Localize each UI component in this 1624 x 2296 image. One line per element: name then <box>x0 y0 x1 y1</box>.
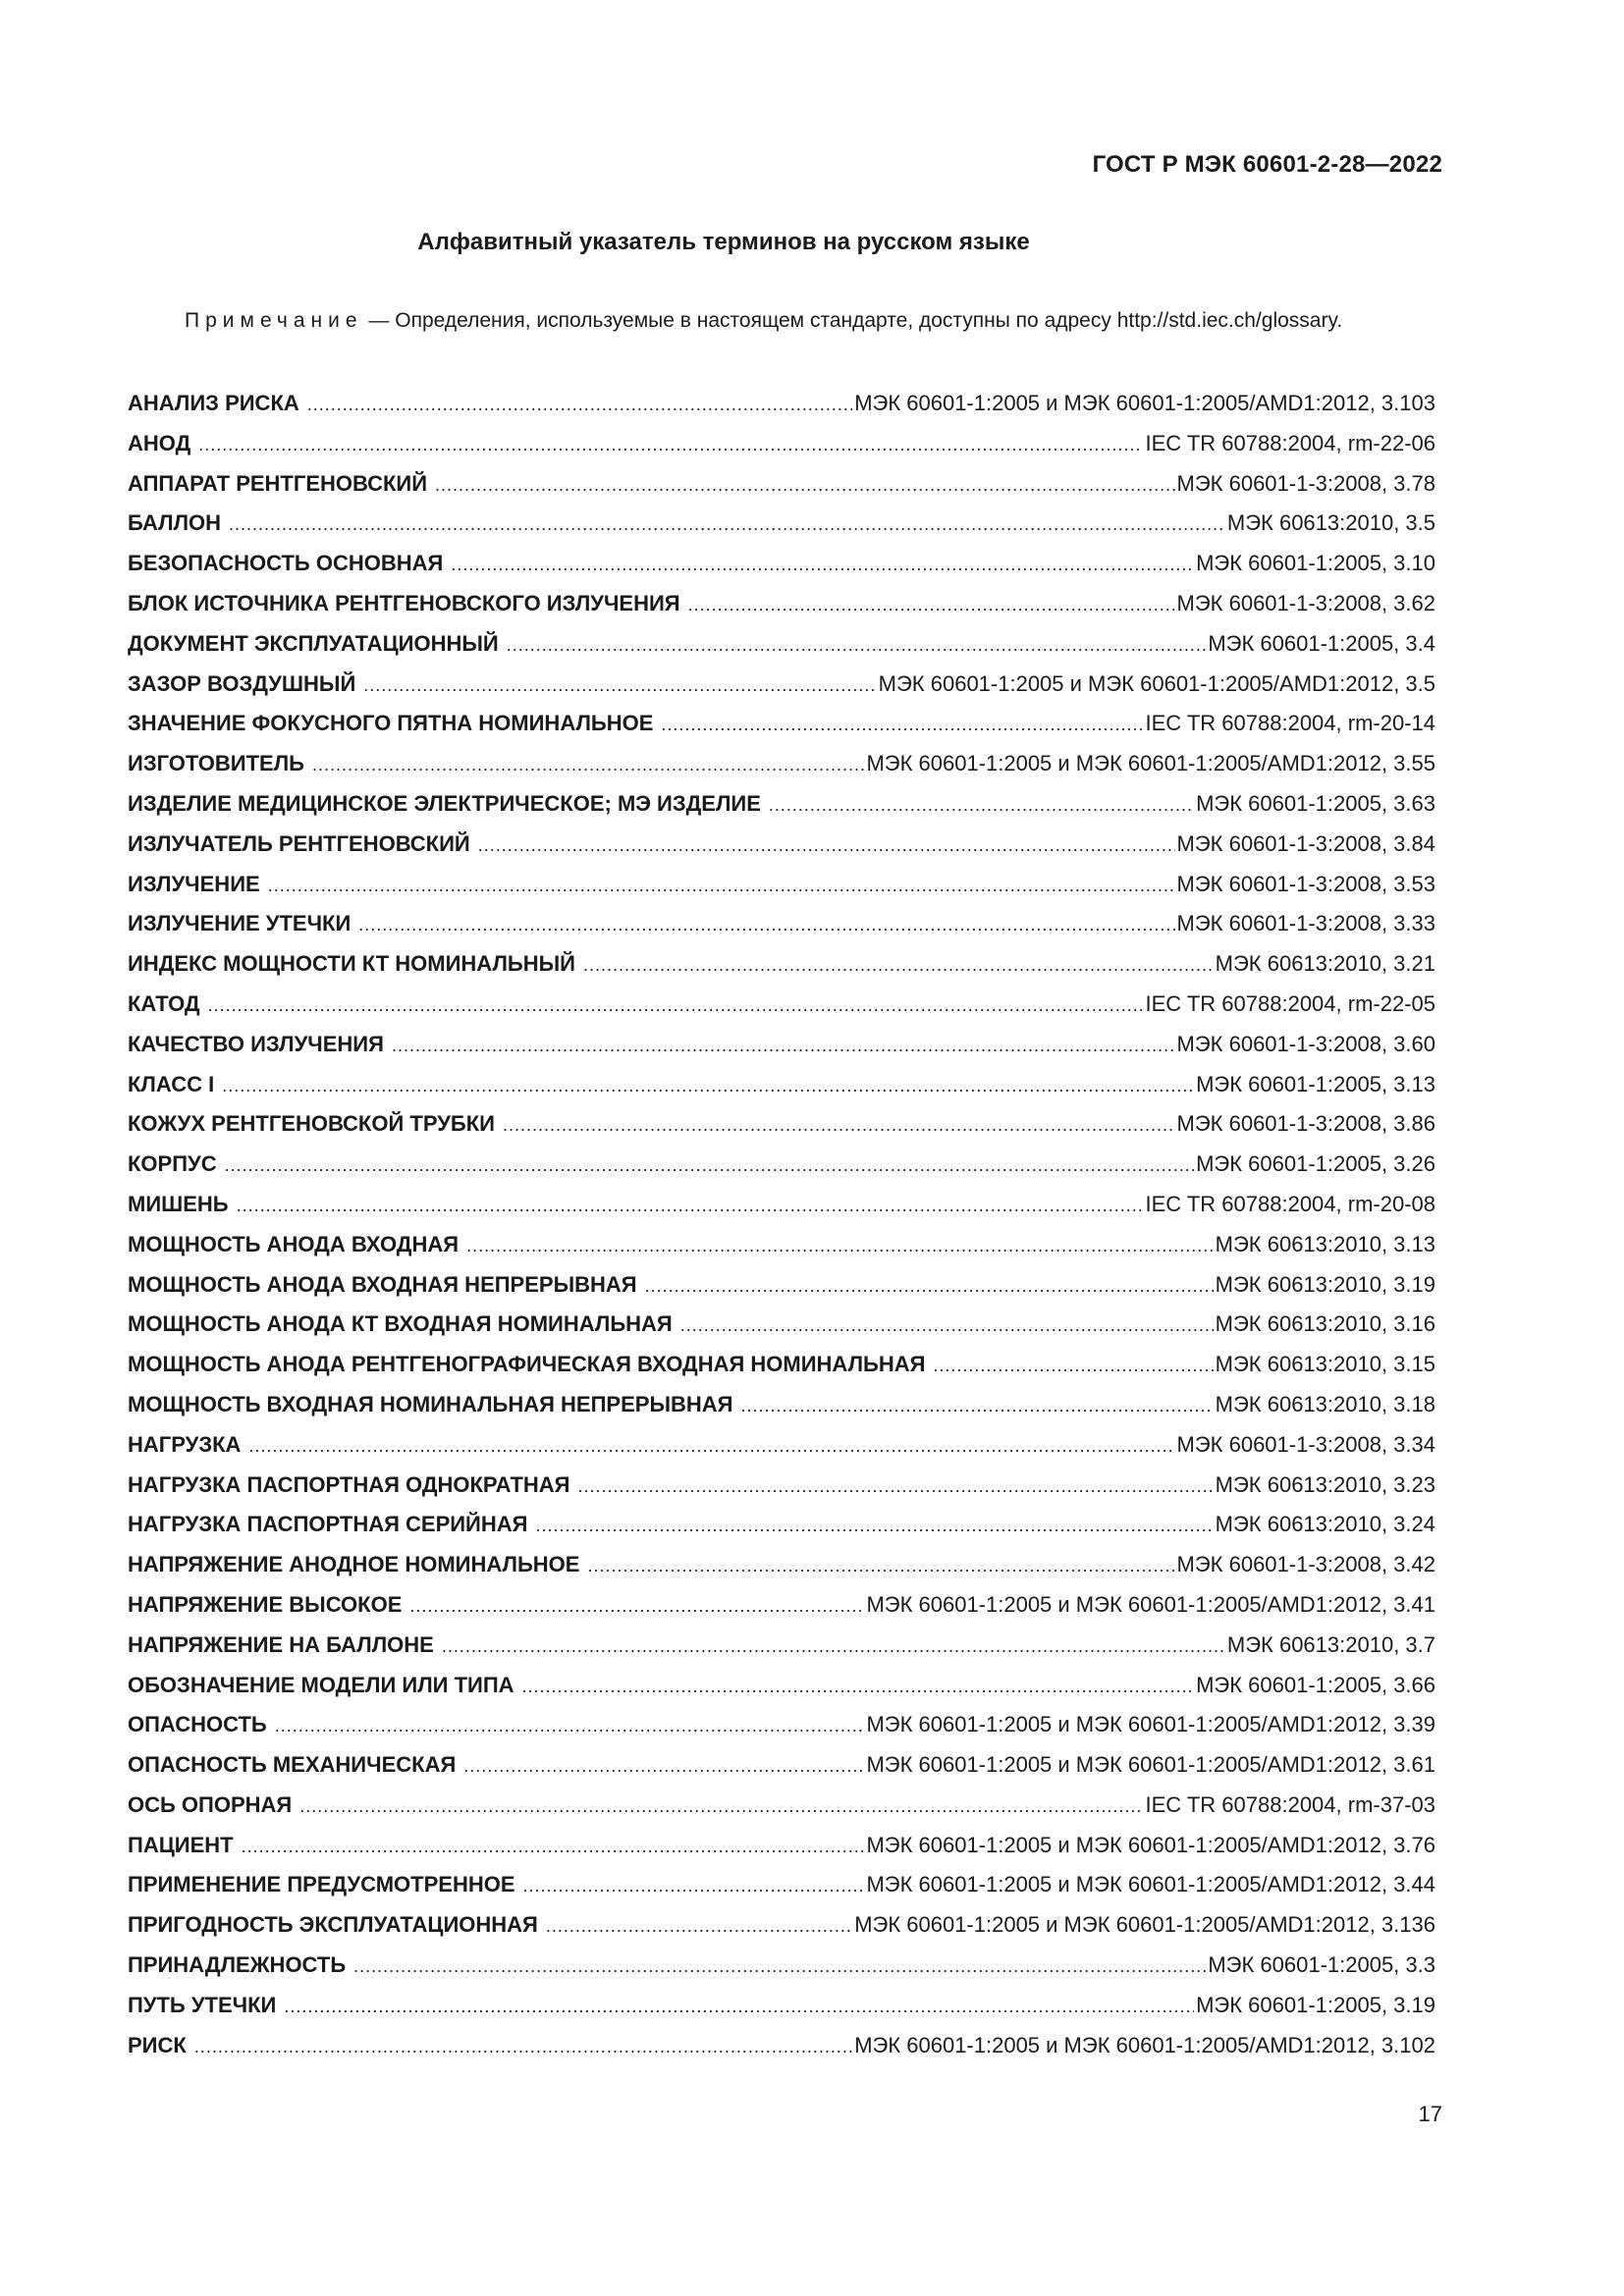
index-reference: МЭК 60613:2010, 3.19 <box>1215 1271 1435 1297</box>
index-term: ПРИНАДЛЕЖНОСТЬ <box>128 1952 347 1978</box>
index-term: МОЩНОСТЬ АНОДА ВХОДНАЯ <box>128 1231 460 1256</box>
index-term: МОЩНОСТЬ АНОДА ВХОДНАЯ НЕПРЕРЫВНАЯ <box>128 1271 637 1297</box>
index-reference: IEC TR 60788:2004, rm-22-05 <box>1145 990 1435 1016</box>
index-reference: МЭК 60601-1:2005 и МЭК 60601-1:2005/AMD1:2012, 3.39 <box>866 1712 1435 1737</box>
document-code: ГОСТ Р МЭК 60601-2-28—2022 <box>1092 151 1442 178</box>
index-reference: МЭК 60601-1:2005 и МЭК 60601-1:2005/AMD1:2012, 3.55 <box>866 751 1435 776</box>
index-reference: МЭК 60601-1:2005, 3.66 <box>1196 1672 1435 1697</box>
index-term: НАГРУЗКА <box>128 1431 242 1457</box>
index-entry <box>128 1311 1435 1352</box>
dot-leader <box>578 1476 1214 1497</box>
index-entry <box>128 551 1435 591</box>
dot-leader <box>358 915 1174 935</box>
index-reference: МЭК 60613:2010, 3.13 <box>1215 1231 1435 1256</box>
index-reference: МЭК 60601-1:2005 и МЭК 60601-1:2005/AMD1:2012, 3.102 <box>854 2032 1435 2057</box>
index-entry <box>128 2033 1435 2073</box>
index-entry <box>128 791 1435 831</box>
index-term: КОЖУХ РЕНТГЕНОВСКОЙ ТРУБКИ <box>128 1111 495 1137</box>
index-reference: МЭК 60601-1:2005 и МЭК 60601-1:2005/AMD1:2012, 3.103 <box>854 391 1435 415</box>
index-entry <box>128 991 1435 1032</box>
index-reference: МЭК 60601-1:2005, 3.26 <box>1196 1151 1435 1177</box>
index-term: ИЗГОТОВИТЕЛЬ <box>128 751 304 776</box>
index-entry <box>128 1472 1435 1513</box>
index-term: ЗАЗОР ВОЗДУШНЫЙ <box>128 670 356 696</box>
index-term: БАЛЛОН <box>128 510 222 536</box>
index-reference: МЭК 60601-1-3:2008, 3.62 <box>1176 590 1435 615</box>
index-reference: МЭК 60613:2010, 3.5 <box>1226 510 1435 536</box>
index-entry <box>128 911 1435 951</box>
index-reference: МЭК 60601-1-3:2008, 3.53 <box>1176 871 1435 896</box>
index-entry <box>128 711 1435 751</box>
index-reference: МЭК 60601-1:2005, 3.4 <box>1208 630 1435 656</box>
dot-leader <box>466 1236 1214 1256</box>
index-entry <box>128 1272 1435 1312</box>
index-reference: МЭК 60613:2010, 3.16 <box>1215 1311 1435 1337</box>
index-entry <box>128 1392 1435 1432</box>
term-index-list <box>128 391 1435 2072</box>
index-entry <box>128 671 1435 712</box>
index-term: ПРИГОДНОСТЬ ЭКСПЛУАТАЦИОННАЯ <box>128 1912 538 1938</box>
index-entry <box>128 631 1435 671</box>
index-reference: МЭК 60601-1:2005 и МЭК 60601-1:2005/AMD1:2012, 3.76 <box>866 1832 1435 1857</box>
index-entry <box>128 1712 1435 1752</box>
dot-leader <box>229 514 1225 535</box>
dot-leader <box>307 395 852 415</box>
dot-leader <box>392 1036 1175 1056</box>
index-entry <box>128 1833 1435 1873</box>
index-reference: МЭК 60613:2010, 3.24 <box>1215 1512 1435 1537</box>
index-reference: МЭК 60601-1:2005, 3.19 <box>1196 1992 1435 2017</box>
index-entry <box>128 1111 1435 1151</box>
index-reference: МЭК 60601-1:2005 и МЭК 60601-1:2005/AMD1:2012, 3.41 <box>866 1591 1435 1617</box>
dot-leader <box>194 2037 852 2057</box>
dot-leader <box>198 435 1143 455</box>
index-term: АППАРАТ РЕНТГЕНОВСКИЙ <box>128 470 428 496</box>
index-term: НАГРУЗКА ПАСПОРТНАЯ ОДНОКРАТНАЯ <box>128 1471 570 1497</box>
index-term: НАГРУЗКА ПАСПОРТНАЯ СЕРИЙНАЯ <box>128 1512 528 1537</box>
index-title: Алфавитный указатель терминов на русском языке <box>417 229 1030 255</box>
index-reference: МЭК 60601-1-3:2008, 3.42 <box>1176 1552 1435 1577</box>
index-entry <box>128 1993 1435 2033</box>
index-reference: МЭК 60601-1-3:2008, 3.34 <box>1176 1431 1435 1457</box>
index-entry <box>128 1592 1435 1632</box>
dot-leader <box>661 715 1143 735</box>
index-term: ЗНАЧЕНИЕ ФОКУСНОГО ПЯТНА НОМИНАЛЬНОЕ <box>128 711 654 736</box>
index-term: ОПАСНОСТЬ <box>128 1712 267 1737</box>
dot-leader <box>312 755 864 775</box>
index-term: ПУТЬ УТЕЧКИ <box>128 1992 277 2017</box>
dot-leader <box>507 635 1207 656</box>
index-term: МОЩНОСТЬ АНОДА КТ ВХОДНАЯ НОМИНАЛЬНАЯ <box>128 1311 673 1337</box>
index-reference: МЭК 60613:2010, 3.7 <box>1226 1631 1435 1657</box>
dot-leader <box>451 555 1194 575</box>
dot-leader <box>208 995 1144 1016</box>
index-reference: МЭК 60613:2010, 3.23 <box>1215 1471 1435 1497</box>
index-reference: IEC TR 60788:2004, rm-37-03 <box>1145 1791 1435 1817</box>
dot-leader <box>546 1916 852 1937</box>
index-entry <box>128 1192 1435 1232</box>
dot-leader <box>523 1876 865 1896</box>
dot-leader <box>248 1436 1174 1457</box>
index-term: НАПРЯЖЕНИЕ ВЫСОКОЕ <box>128 1591 403 1617</box>
page-number: 17 <box>1418 2102 1442 2126</box>
index-entry <box>128 1232 1435 1272</box>
dot-leader <box>275 1716 865 1736</box>
index-term: ДОКУМЕНТ ЭКСПЛУАТАЦИОННЫЙ <box>128 630 499 656</box>
dot-leader <box>463 1756 864 1777</box>
index-term: НАПРЯЖЕНИЕ НА БАЛЛОНЕ <box>128 1631 434 1657</box>
index-term: ПАЦИЕНТ <box>128 1832 234 1857</box>
dot-leader <box>583 955 1214 976</box>
dot-leader <box>237 1196 1144 1216</box>
dot-leader <box>680 1315 1214 1336</box>
dot-leader <box>222 1076 1194 1096</box>
index-term: КАТОД <box>128 990 200 1016</box>
index-reference: МЭК 60613:2010, 3.15 <box>1215 1352 1435 1377</box>
index-entry <box>128 1632 1435 1673</box>
index-entry <box>128 872 1435 912</box>
dot-leader <box>535 1516 1213 1536</box>
index-entry <box>128 1151 1435 1192</box>
index-reference: МЭК 60601-1-3:2008, 3.60 <box>1176 1031 1435 1056</box>
dot-leader <box>503 1115 1175 1136</box>
dot-leader <box>409 1596 864 1617</box>
index-reference: МЭК 60601-1:2005 и МЭК 60601-1:2005/AMD1:2012, 3.5 <box>878 670 1435 696</box>
index-term: ИЗЛУЧЕНИЕ УТЕЧКИ <box>128 911 352 936</box>
index-reference: МЭК 60601-1:2005, 3.63 <box>1196 790 1435 816</box>
index-entry <box>128 471 1435 511</box>
index-entry <box>128 1432 1435 1472</box>
index-term: КЛАСС I <box>128 1071 215 1096</box>
index-entry <box>128 1752 1435 1792</box>
dot-leader <box>740 1396 1213 1416</box>
index-entry <box>128 1032 1435 1072</box>
index-term: АНАЛИЗ РИСКА <box>128 391 299 415</box>
dot-leader <box>284 1997 1194 2017</box>
index-entry <box>128 831 1435 872</box>
index-term: БЕЗОПАСНОСТЬ ОСНОВНАЯ <box>128 551 444 576</box>
index-term: НАПРЯЖЕНИЕ АНОДНОЕ НОМИНАЛЬНОЕ <box>128 1552 580 1577</box>
note-label: Примечание <box>185 309 363 332</box>
note-paragraph <box>118 306 1447 336</box>
dot-leader <box>299 1796 1143 1817</box>
index-term: ОБОЗНАЧЕНИЕ МОДЕЛИ ИЛИ ТИПА <box>128 1672 514 1697</box>
dot-leader <box>522 1677 1195 1697</box>
index-reference: МЭК 60601-1-3:2008, 3.78 <box>1176 470 1435 496</box>
index-term: КОРПУС <box>128 1151 217 1177</box>
dot-leader <box>933 1356 1213 1376</box>
note-text: — Определения, используемые в настоящем стандарте, доступны по адресу http://std.iec.ch/glossary. <box>362 309 1343 332</box>
index-reference: IEC TR 60788:2004, rm-20-08 <box>1145 1191 1435 1216</box>
index-entry <box>128 1872 1435 1912</box>
index-term: МОЩНОСТЬ АНОДА РЕНТГЕНОГРАФИЧЕСКАЯ ВХОДНАЯ НОМИНАЛЬНАЯ <box>128 1352 926 1377</box>
index-reference: МЭК 60613:2010, 3.21 <box>1215 951 1435 977</box>
dot-leader <box>645 1276 1214 1297</box>
dot-leader <box>478 835 1175 856</box>
index-entry <box>128 1952 1435 1993</box>
dot-leader <box>442 1636 1225 1657</box>
index-term: КАЧЕСТВО ИЗЛУЧЕНИЯ <box>128 1031 384 1056</box>
index-entry <box>128 1552 1435 1592</box>
index-entry <box>128 1792 1435 1833</box>
index-entry <box>128 1352 1435 1392</box>
dot-leader <box>435 475 1175 496</box>
dot-leader <box>688 595 1175 615</box>
index-term: АНОД <box>128 430 191 455</box>
index-entry <box>128 951 1435 991</box>
dot-leader <box>363 675 876 696</box>
index-reference: МЭК 60601-1:2005 и МЭК 60601-1:2005/AMD1:2012, 3.136 <box>854 1912 1435 1938</box>
dot-leader <box>587 1556 1174 1576</box>
index-term: ОСЬ ОПОРНАЯ <box>128 1791 293 1817</box>
dot-leader <box>268 876 1175 896</box>
index-entry <box>128 1072 1435 1112</box>
index-reference: IEC TR 60788:2004, rm-22-06 <box>1145 430 1435 455</box>
index-term: ИЗЛУЧЕНИЕ <box>128 871 260 896</box>
index-term: ПРИМЕНЕНИЕ ПРЕДУСМОТРЕННОЕ <box>128 1872 515 1897</box>
dot-leader <box>242 1837 865 1857</box>
index-reference: МЭК 60601-1:2005, 3.10 <box>1196 551 1435 576</box>
index-entry <box>128 751 1435 791</box>
dot-leader <box>225 1155 1194 1176</box>
index-term: ОПАСНОСТЬ МЕХАНИЧЕСКАЯ <box>128 1752 457 1778</box>
index-entry <box>128 1673 1435 1713</box>
index-reference: МЭК 60601-1-3:2008, 3.86 <box>1176 1111 1435 1137</box>
index-reference: МЭК 60601-1-3:2008, 3.33 <box>1176 911 1435 936</box>
index-reference: МЭК 60601-1:2005 и МЭК 60601-1:2005/AMD1:2012, 3.61 <box>866 1752 1435 1778</box>
index-term: РИСК <box>128 2032 187 2057</box>
index-reference: МЭК 60601-1:2005, 3.13 <box>1196 1071 1435 1096</box>
index-reference: МЭК 60601-1:2005 и МЭК 60601-1:2005/AMD1:2012, 3.44 <box>866 1872 1435 1897</box>
index-term: ИНДЕКС МОЩНОСТИ КТ НОМИНАЛЬНЫЙ <box>128 951 575 977</box>
index-term: БЛОК ИСТОЧНИКА РЕНТГЕНОВСКОГО ИЗЛУЧЕНИЯ <box>128 590 680 615</box>
index-term: МОЩНОСТЬ ВХОДНАЯ НОМИНАЛЬНАЯ НЕПРЕРЫВНАЯ <box>128 1391 733 1416</box>
index-entry <box>128 1512 1435 1552</box>
index-reference: МЭК 60613:2010, 3.18 <box>1215 1391 1435 1416</box>
index-term: ИЗДЕЛИЕ МЕДИЦИНСКОЕ ЭЛЕКТРИЧЕСКОЕ; МЭ ИЗДЕЛИЕ <box>128 790 761 816</box>
index-reference: МЭК 60601-1-3:2008, 3.84 <box>1176 830 1435 856</box>
index-entry <box>128 591 1435 631</box>
dot-leader <box>769 795 1194 816</box>
index-term: МИШЕНЬ <box>128 1191 229 1216</box>
index-reference: IEC TR 60788:2004, rm-20-14 <box>1145 711 1435 736</box>
index-entry <box>128 431 1435 471</box>
index-reference: МЭК 60601-1:2005, 3.3 <box>1208 1952 1435 1978</box>
index-entry <box>128 391 1435 431</box>
index-term: ИЗЛУЧАТЕЛЬ РЕНТГЕНОВСКИЙ <box>128 830 470 856</box>
index-entry <box>128 510 1435 551</box>
index-entry <box>128 1912 1435 1952</box>
dot-leader <box>353 1956 1206 1977</box>
